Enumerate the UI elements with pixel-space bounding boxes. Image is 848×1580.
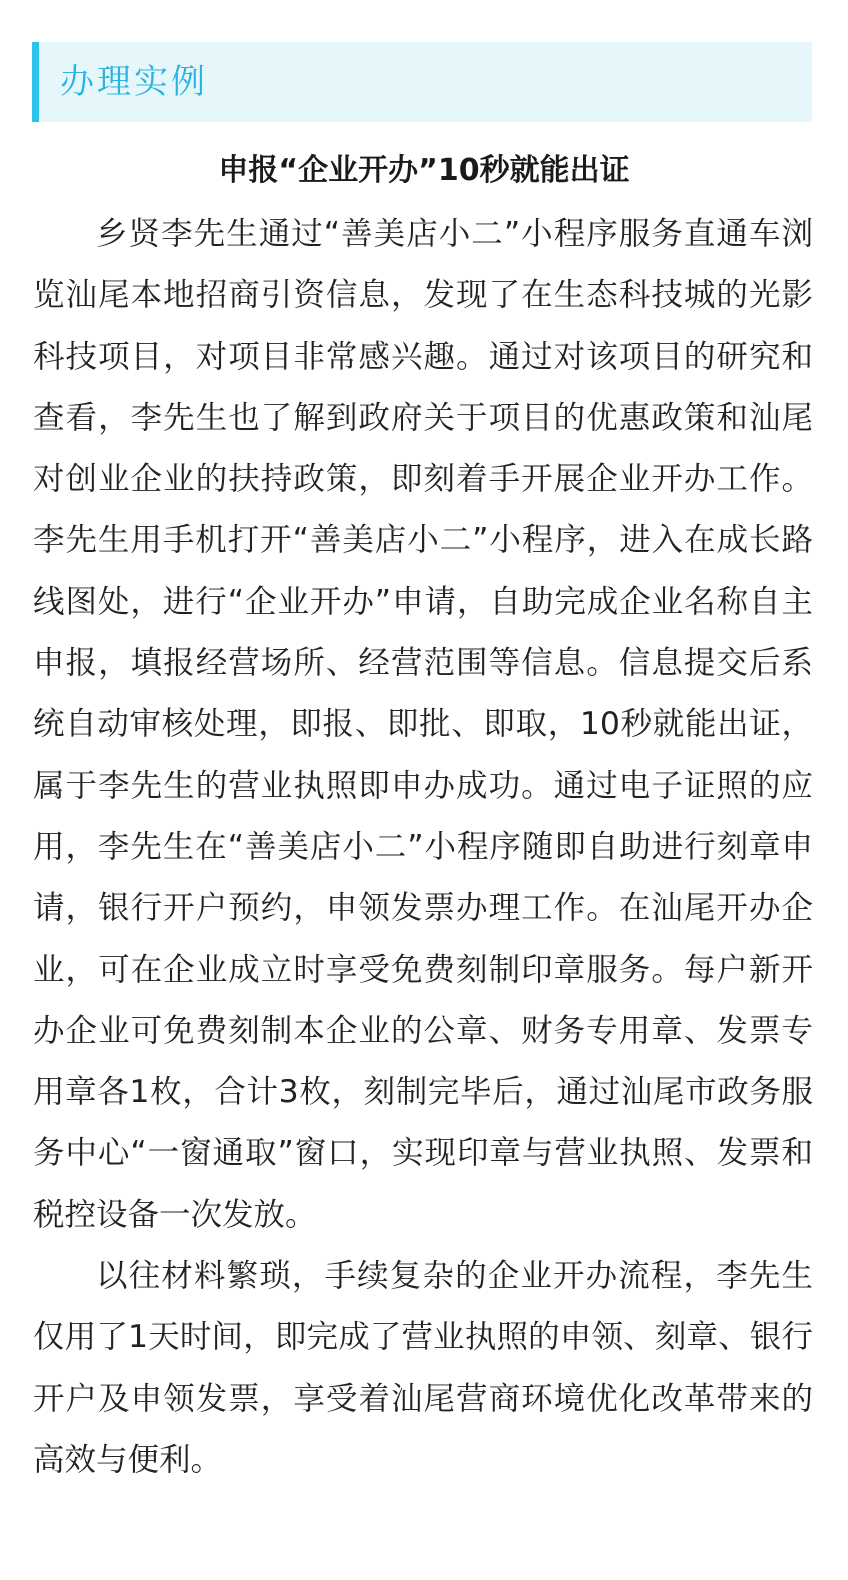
paragraph-2: 以往材料繁琐，手续复杂的企业开办流程，李先生仅用了1天时间，即完成了营业执照的申领、刻章、银行开户及申领发票，享受着汕尾营商环境优化改革带来的高效与便利。: [33, 1258, 813, 1478]
paragraph-1: 乡贤李先生通过“善美店小二”小程序服务直通车浏览汕尾本地招商引资信息，发现了在生态科技城的光影科技项目，对项目非常感兴趣。通过对该项目的研究和查看，李先生也了解到政府关于项目的优惠政策和汕尾对创业企业的扶持政策，即刻着手开展企业开办工作。李先生用手机打开“善美店小二”小程序，进入在成长路线图处，进行“企业开办”申请，自助完成企业名称自主申报，填报经营场所、经营范围等信息。信息提交后系统自动审核处理，即报、即批、即取，10秒就能出证，属于李先生的营业执照即申办成功。通过电子证照的应用，李先生在“善美店小二”小程序随即自助进行刻章申请，银行开户预约，申领发票办理工作。在汕尾开办企业，可在企业成立时享受免费刻制印章服务。每户新开办企业可免费刻制本企业的公章、财务专用章、发票专用章各1枚，合计3枚，刻制完毕后，通过汕尾市政务服务中心“一窗通取”窗口，实现印章与营业执照、发票和税控设备一次发放。: [33, 216, 813, 1233]
article-title: 申报“企业开办”10秒就能出证: [218, 153, 630, 188]
article-body: [33, 204, 813, 1491]
accent-bar: [32, 42, 39, 122]
section-title: 办理实例: [60, 62, 208, 102]
section-header: [32, 42, 812, 122]
